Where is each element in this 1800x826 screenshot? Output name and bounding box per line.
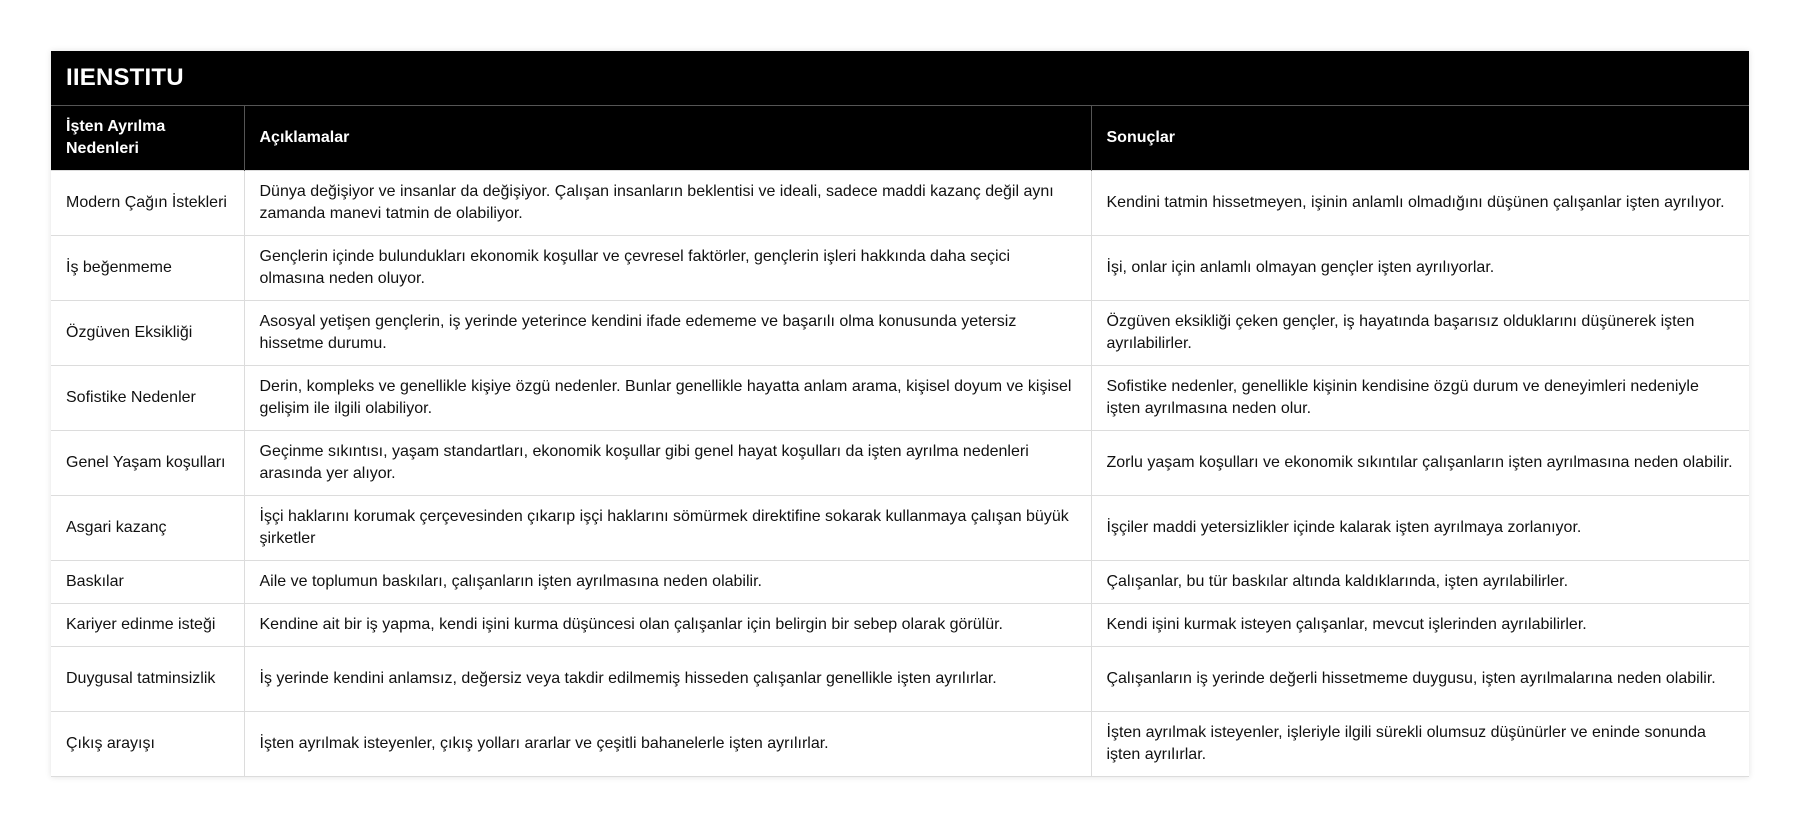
result-cell: Çalışanların iş yerinde değerli hissetmeme duygusu, işten ayrılmalarına neden olabilir.	[1091, 647, 1749, 712]
reason-cell: İş beğenmeme	[51, 236, 244, 301]
result-cell: Kendini tatmin hissetmeyen, işinin anlamlı olmadığını düşünen çalışanlar işten ayrılıyor.	[1091, 171, 1749, 236]
result-cell: Sofistike nedenler, genellikle kişinin kendisine özgü durum ve deneyimleri nedeniyle işten ayrılmasına neden olur.	[1091, 366, 1749, 431]
result-cell: İşten ayrılmak isteyenler, işleriyle ilgili sürekli olumsuz düşünürler ve eninde sonunda işten ayrılırlar.	[1091, 712, 1749, 777]
description-cell: Dünya değişiyor ve insanlar da değişiyor. Çalışan insanların beklentisi ve ideali, sadece maddi kazanç değil aynı zamanda manevi tatmin de olabiliyor.	[244, 171, 1091, 236]
description-cell: İşçi haklarını korumak çerçevesinden çıkarıp işçi haklarını sömürmek direktifine sokarak kullanmaya çalışan büyük şirketler	[244, 496, 1091, 561]
table-row	[51, 647, 1749, 712]
reason-cell: Sofistike Nedenler	[51, 366, 244, 431]
description-cell: Derin, kompleks ve genellikle kişiye özgü nedenler. Bunlar genellikle hayatta anlam arama, kişisel doyum ve kişisel gelişim ile ilgili olabiliyor.	[244, 366, 1091, 431]
reason-cell: Modern Çağın İstekleri	[51, 171, 244, 236]
table-row	[51, 171, 1749, 236]
reason-cell: Baskılar	[51, 561, 244, 604]
description-cell: Asosyal yetişen gençlerin, iş yerinde yeterince kendini ifade edememe ve başarılı olma konusunda yetersiz hissetme durumu.	[244, 301, 1091, 366]
table-row	[51, 431, 1749, 496]
description-cell: İşten ayrılmak isteyenler, çıkış yolları ararlar ve çeşitli bahanelerle işten ayrılırlar.	[244, 712, 1091, 777]
result-cell: Zorlu yaşam koşulları ve ekonomik sıkıntılar çalışanların işten ayrılmasına neden olabilir.	[1091, 431, 1749, 496]
table-row	[51, 236, 1749, 301]
table-row	[51, 604, 1749, 647]
table-row	[51, 496, 1749, 561]
table-row	[51, 366, 1749, 431]
header-row	[51, 106, 1749, 171]
header-descriptions: Açıklamalar	[244, 106, 1091, 171]
description-cell: Kendine ait bir iş yapma, kendi işini kurma düşüncesi olan çalışanlar için belirgin bir sebep olarak görülür.	[244, 604, 1091, 647]
header-reasons: İşten Ayrılma Nedenleri	[51, 106, 244, 171]
table-row	[51, 712, 1749, 777]
reasons-table-card	[51, 51, 1749, 777]
table-row	[51, 301, 1749, 366]
table-title: IIENSTITU	[51, 51, 1749, 105]
reason-cell: Duygusal tatminsizlik	[51, 647, 244, 712]
description-cell: Gençlerin içinde bulundukları ekonomik koşullar ve çevresel faktörler, gençlerin işleri hakkında daha seçici olmasına neden oluyor.	[244, 236, 1091, 301]
reason-cell: Özgüven Eksikliği	[51, 301, 244, 366]
description-cell: Geçinme sıkıntısı, yaşam standartları, ekonomik koşullar gibi genel hayat koşulları da işten ayrılma nedenleri arasında yer alıyor.	[244, 431, 1091, 496]
description-cell: İş yerinde kendini anlamsız, değersiz veya takdir edilmemiş hisseden çalışanlar genellikle işten ayrılırlar.	[244, 647, 1091, 712]
table-row	[51, 561, 1749, 604]
description-cell: Aile ve toplumun baskıları, çalışanların işten ayrılmasına neden olabilir.	[244, 561, 1091, 604]
result-cell: Özgüven eksikliği çeken gençler, iş hayatında başarısız olduklarını düşünerek işten ayrılabilirler.	[1091, 301, 1749, 366]
reasons-table	[51, 105, 1749, 777]
result-cell: İşçiler maddi yetersizlikler içinde kalarak işten ayrılmaya zorlanıyor.	[1091, 496, 1749, 561]
result-cell: Kendi işini kurmak isteyen çalışanlar, mevcut işlerinden ayrılabilirler.	[1091, 604, 1749, 647]
reason-cell: Asgari kazanç	[51, 496, 244, 561]
result-cell: İşi, onlar için anlamlı olmayan gençler işten ayrılıyorlar.	[1091, 236, 1749, 301]
header-results: Sonuçlar	[1091, 106, 1749, 171]
reason-cell: Genel Yaşam koşulları	[51, 431, 244, 496]
reason-cell: Kariyer edinme isteği	[51, 604, 244, 647]
result-cell: Çalışanlar, bu tür baskılar altında kaldıklarında, işten ayrılabilirler.	[1091, 561, 1749, 604]
reason-cell: Çıkış arayışı	[51, 712, 244, 777]
